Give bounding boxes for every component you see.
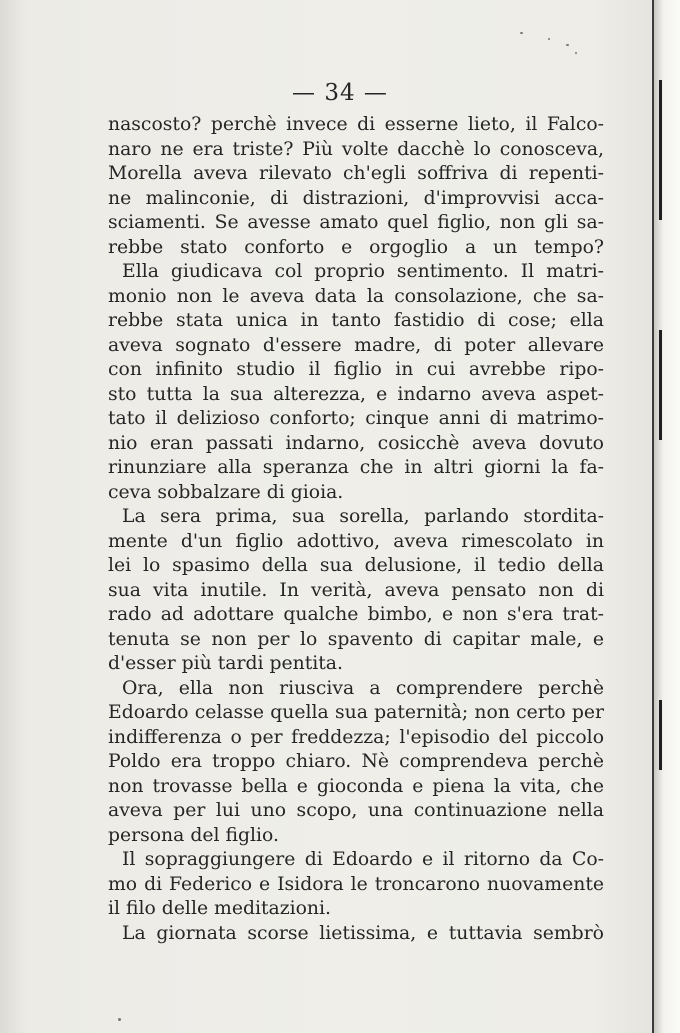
- text-line: ceva sobbalzare di gioia.: [108, 481, 344, 503]
- text-line: La giornata scorse lietissima, e tuttavia sembrò: [122, 922, 604, 944]
- text-line: persona del figlio.: [108, 824, 279, 846]
- text-line: indifferenza o per freddezza; l'episodio del piccolo: [108, 726, 604, 748]
- text-line: Ora, ella non riusciva a comprendere perchè: [122, 677, 604, 699]
- text-line: La sera prima, sua sorella, parlando stordita-: [122, 506, 604, 527]
- paper-speck: [118, 1018, 121, 1021]
- paper-speck: [548, 38, 550, 40]
- binding-edge: [659, 80, 662, 220]
- text-line: naro ne era triste? Più volte dacchè lo conosceva,: [108, 138, 604, 160]
- text-line: aveva per lui uno scopo, una continuazione nella: [108, 800, 604, 821]
- text-line: Morella aveva rilevato ch'egli soffriva di repenti-: [108, 163, 604, 184]
- text-line: aveva sognato d'essere madre, di poter allevare: [108, 334, 604, 356]
- text-line: sto tutta la sua alterezza, e indarno aveva aspet-: [108, 383, 604, 405]
- binding-edge: [659, 330, 662, 440]
- text-line: mo di Federico e Isidora le troncarono nuovamente: [108, 873, 604, 895]
- text-line: rebbe stato conforto e orgoglio a un tempo?: [108, 236, 604, 258]
- body-text: [108, 113, 604, 946]
- text-line: d'esser più tardi pentita.: [108, 653, 343, 674]
- text-line: nascosto? perchè invece di esserne lieto, il Falco-: [108, 114, 604, 135]
- text-line: mente d'un figlio adottivo, aveva rimescolato in: [108, 530, 604, 552]
- text-line: monio non le aveva data la consolazione, che sa-: [108, 285, 604, 307]
- text-line: non trovasse bella e gioconda e piena la vita, che: [108, 775, 604, 797]
- text-line: il filo delle meditazioni.: [108, 898, 332, 919]
- text-line: rebbe stata unica in tanto fastidio di cose; ella: [108, 310, 604, 331]
- text-line: Poldo era troppo chiaro. Nè comprendeva perchè: [108, 751, 604, 772]
- text-line: Ella giudicava col proprio sentimento. Il matri-: [122, 261, 604, 282]
- text-line: tenuta se non per lo spavento di capitar male, e: [108, 628, 604, 650]
- text-line: Edoardo celasse quella sua paternità; non certo per: [108, 702, 604, 723]
- paper-speck: [566, 44, 569, 46]
- page-binding: [652, 0, 680, 1033]
- text-line: lei lo spasimo della sua delusione, il tedio della: [108, 555, 604, 576]
- text-line: sciamenti. Se avesse amato quel figlio, non gli sa-: [108, 212, 604, 233]
- text-line: sua vita inutile. In verità, aveva pensato non di: [108, 579, 604, 601]
- text-line: rado ad adottare qualche bimbo, e non s'era trat-: [108, 604, 604, 625]
- page-number: — 34 —: [292, 80, 388, 106]
- text-line: rinunziare alla speranza che in altri giorni la fa-: [108, 457, 604, 478]
- text-line: tato il delizioso conforto; cinque anni di matrimo-: [108, 408, 604, 429]
- text-line: nio eran passati indarno, cosicchè aveva dovuto: [108, 432, 604, 454]
- paper-speck: [575, 52, 577, 54]
- text-line: Il sopraggiungere di Edoardo e il ritorno da Co-: [122, 849, 604, 870]
- binding-edge: [659, 700, 662, 770]
- text-line: con infinito studio il figlio in cui avrebbe ripo-: [108, 359, 604, 380]
- text-line: ne malinconie, di distrazioni, d'improvvisi acca-: [108, 187, 604, 209]
- paper-speck: [520, 32, 523, 34]
